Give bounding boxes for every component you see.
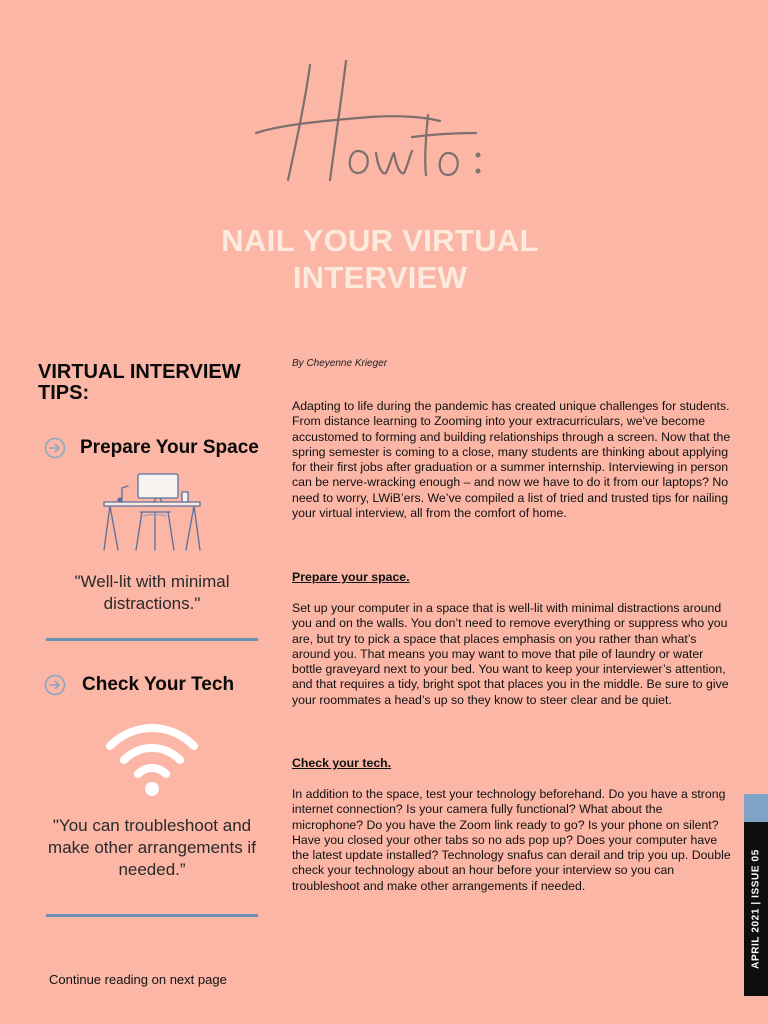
continue-reading-note: Continue reading on next page	[49, 972, 227, 987]
issue-tab-accent	[744, 794, 768, 822]
divider	[46, 638, 258, 641]
divider	[46, 914, 258, 917]
desk-computer-illustration	[100, 472, 204, 554]
issue-tab	[744, 822, 768, 996]
headline	[170, 222, 590, 296]
section-heading-prepare-space: Prepare your space.	[292, 570, 410, 584]
article-intro: Adapting to life during the pandemic has created unique challenges for students. From distance learning to Zooming into your extracurriculars, we've become accustomed to forming and building relationships through a screen. Now that the spring semester is coming to a close, many students are thinking about applying for their first jobs after graduation or a summer internship. Interviewing in person can be nerve-wracking enough – and now we have to do it from our laptops? No need to worry, LWiB’ers. We’ve compiled a list of tried and trusted tips for nailing your virtual interview, all from the comfort of home.	[292, 399, 731, 521]
tip-prepare-space	[44, 437, 259, 459]
tips-heading: VIRTUAL INTERVIEW TIPS:	[38, 361, 241, 404]
arrow-right-circle-icon	[44, 674, 66, 696]
tip-quote: "You can troubleshoot and make other arrangements if needed.”	[48, 816, 256, 879]
how-to-script-title	[250, 55, 510, 195]
headline-line-1: NAIL YOUR VIRTUAL	[221, 223, 539, 258]
headline-line-2: INTERVIEW	[292, 260, 468, 295]
section-heading-check-tech: Check your tech.	[292, 756, 392, 770]
tip-title: Prepare Your Space	[80, 437, 259, 458]
byline: By Cheyenne Krieger	[292, 358, 388, 369]
arrow-right-circle-icon	[44, 437, 66, 459]
tip-quote: "Well-lit with minimal distractions."	[74, 572, 230, 613]
issue-label: APRIL 2021 | ISSUE 05	[750, 849, 762, 969]
section-body-check-tech: In addition to the space, test your technology beforehand. Do you have a strong internet connection? Is your camera fully functional? What about the microphone? Do you have the Zoom link ready to go? Is your phone on silent? Have you closed your other tabs so no ads pop up? Does your computer have the latest update installed? Technology snafus can derail and trip you up. Double check your technology about an hour before your interview so you can troubleshoot and make other arrangements if needed.	[292, 787, 731, 893]
section-body-prepare-space: Set up your computer in a space that is well-lit with minimal distractions around you and on the walls. You don’t need to remove everything or suppress who you are, but try to pick a space that places emphasis on you rather than what’s around you. That means you may want to move that pile of laundry or water bottle graveyard next to your bed. You want to keep your interviewer’s attention, and that requires a tidy, bright spot that places you in the middle. Be sure to give your roommates a head’s up so they know to steer clear and be quiet.	[292, 601, 729, 707]
tip-check-tech	[44, 674, 234, 696]
tip-title: Check Your Tech	[82, 674, 235, 695]
wifi-icon	[104, 716, 200, 798]
